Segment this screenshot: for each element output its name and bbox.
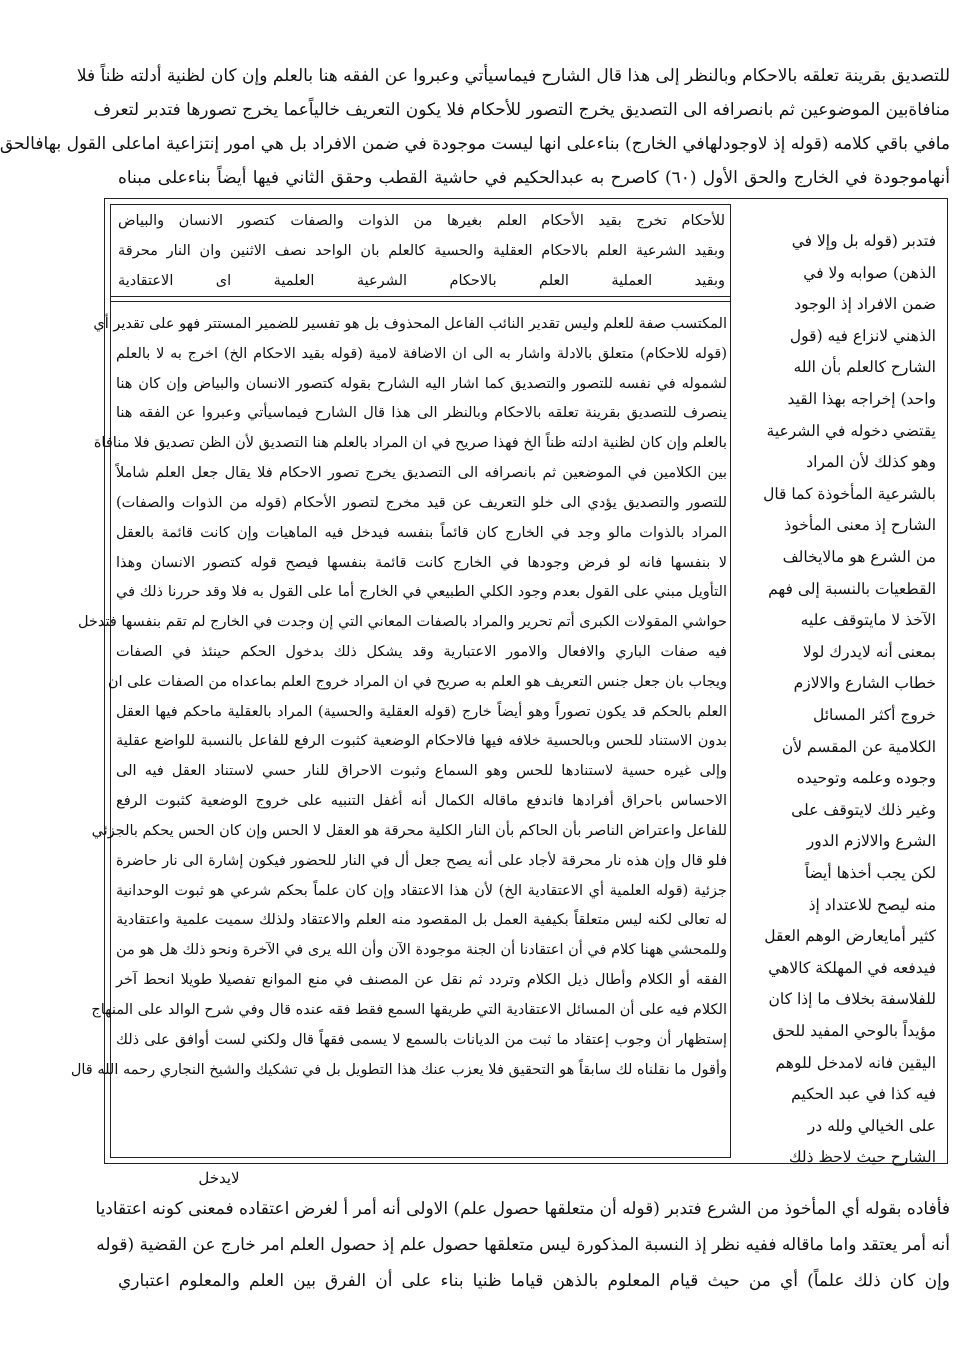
text-line: الشارح حيث لاحظ ذلك	[788, 1148, 936, 1167]
text-line: بين الكلامين في الموضعين ثم بانصرافه الى التصديق يخرج تصور الاحكام فلا يقال جعل العلم شاملاً	[116, 465, 727, 482]
text-line: الاحساس باحراق أفرادها فاندفع ماقاله الكمال أنه أغفل التنبيه على خروج الوضعية كثبوت الرفع	[116, 793, 727, 810]
text-line: بمعنى أنه لايدرك لولا	[802, 642, 936, 661]
text-line: لكن يجب أخذها أيضاً	[804, 864, 936, 882]
text-line: فتدبر (قوله بل وإلا في	[791, 232, 936, 250]
text-line: وبقيد العملية العلم بالاحكام الشرعية العلمية اى الاعتقادية	[118, 273, 725, 289]
text-line: العلم بالحكم قد يكون تصوراً وهو أيضاً خارج (قوله العقلية والحسية) المراد بالعقلية ماحكم فيها العقل	[116, 703, 727, 720]
text-line: ضمن الافراد إذ الوجود	[794, 295, 936, 314]
text-line: فيه كذا في عبد الحكيم	[791, 1085, 936, 1104]
text-line: كثير أمايعارض الوهم العقل	[764, 927, 936, 946]
text-line: الذهني لانزاع فيه (قول	[789, 326, 936, 345]
text-line: وبقيد الشرعية العلم بالاحكام العقلية والحسية كالعلم بان الواحد نصف الاثنين وان النار محرقة	[118, 243, 725, 259]
text-line: فأفاده بقوله أي المأخوذ من الشرع فتدبر (قوله أن متعلقها حصول علم) الاولى أنه أمر أ لغرض اعتقاده فمعنى كونه اعتقاديا	[95, 1199, 950, 1219]
text-line: جزئية (قوله العلمية أي الاعتقادية الخ) لأن هذا الاعتقاد وإن كان علماً بحكم شرعي هو ثبوت الوحدانية	[116, 882, 727, 899]
text-line: الكلام فيه على أن المسائل الاعتقادية التي طريقها السمع فقط فقه عنده قال وفي شرح الوالد على المنهاج	[91, 1001, 727, 1018]
text-line: وجوده وعلمه وتوحيده	[796, 769, 936, 788]
text-line: فيه صفات الباري والافعال والامور الاعتبارية وقد يشكل ذلك بدخول الحكم حينئذ في الصفات	[116, 644, 727, 661]
text-line: للفاعل واعتراض الناصر بأن الحاكم بأن النار الكلية محرقة هو العقل لا الحس وإن كان الحس يحكم بالجزئي	[91, 822, 727, 839]
text-line: المراد بالذوات مالو وجد في الخارج كان قائماً بنفسه فيدخل فيه الماهيات وإن كانت قائمة بالعقل	[116, 524, 727, 541]
text-line: له تعالى لكنه ليس متعلقاً بكيفية العمل بل المقصود منه العلم والاعتقاد ولذلك سميت علمية واعتقادية	[116, 912, 727, 929]
text-line: واحد) إخراجه بهذا القيد	[787, 390, 936, 408]
text-line: على الخيالي ولله در	[807, 1116, 936, 1135]
text-line: فلو قال وإن هذه نار محرقة لأجاد على أنه يصح جعل أل في النار للحضور فيكون إشارة الى نار حاضرة	[116, 852, 727, 869]
text-line: (قوله للاحكام) متعلق بالادلة واشار به الى ان الاضافة لامية (قوله بقيد الاحكام الخ) اخرج به لا بالعلم	[116, 345, 727, 362]
text-line: وإن كان ذلك علماً) أي من حيث قيام المعلوم بالذهن قياما ظنيا بناء على أن الفرق بين العلم والمعلوم اعتباري	[118, 1271, 950, 1291]
text-line: فيدفعه في المهلكة كالاهي	[768, 958, 936, 977]
text-line: منافاةبين الموضوعين ثم بانصرافه الى التصديق يخرج التصور للأحكام فلا يكون التعريف خالياًعما يخرج تصورها فتدبر لتعرف	[93, 100, 950, 120]
text-line: الشارح كالعلم بأن الله	[793, 358, 936, 377]
text-line: للتصديق بقرينة تعلقه بالاحكام وبالنظر إلى هذا قال الشارح فيماسيأتي وعبروا عن الفقه هنا بالعلم وإن كان لظنية أدلته ظناً فلا	[76, 66, 950, 86]
text-line: للفلاسفة بخلاف ما إذا كان	[768, 990, 936, 1009]
text-line: التأويل مبني على القول بعدم وجود الكلي الطبيعي في الخارج أما على القول به فلا وقد حررنا ذلك في	[116, 584, 727, 601]
text-line: مافي باقي كلامه (قوله إذ لاوجودلهافي الخارج) بناءعلى انها ليست موجودة في ضمن الافراد بل هي امور إنتزاعية اماعلى القول بهافالحق	[0, 134, 950, 154]
text-line: بالعلم وإن كان لظنية ادلته ظناً الخ فهذا صريح في ان المراد بالعلم هنا التصديق لأن الظن تصديق فلا منافاة	[93, 435, 727, 452]
text-line: خروج أكثر المسائل	[813, 706, 936, 724]
text-line: أنهاموجودة في الخارج والحق الأول (٦٠) كاصرح به عبدالحكيم في حاشية القطب وحقق الثاني فيها أيضاً بناءعلى مبناه	[118, 168, 950, 188]
text-line: ينصرف للتصديق بقرينة تعلقه بالاحكام وبالنظر الى هذا قال الشارح فيماسيأتي وعبروا عن الفقه هنا	[116, 405, 727, 422]
text-line: ويجاب بان جعل جنس التعريف هو العلم به صريح في ان المراد خروج العلم بماعداه من الصفات على ان	[107, 673, 727, 690]
text-line: منه ليصح للاعتداد إذ	[808, 895, 936, 914]
text-line: لشموله في نفسه للتصور والتصديق كما اشار اليه الشارح بقوله كتصور الانسان والبياض وإن كان هنا	[116, 375, 727, 392]
text-line: يقتضي دخوله في الشرعية	[766, 421, 936, 440]
inner-divider-lower	[110, 301, 731, 302]
text-line: الآخذ لا مايتوقف عليه	[800, 611, 936, 630]
text-line: الذهن) صوابه ولا في	[803, 263, 936, 282]
text-line: وللمحشي ههنا كلام في أن اعتقادنا أن الجنة موجودة الآن وأن الله يرى في الآخرة ونحو ذلك هل هو من	[116, 942, 727, 959]
text-line: مؤيداً بالوحي المفيد للحق	[772, 1022, 936, 1040]
inner-divider-upper	[110, 296, 731, 297]
text-line: القطعيات بالنسبة إلى فهم	[768, 579, 936, 598]
text-line: بالشرعية المأخوذة كما قال	[763, 484, 936, 503]
text-line: الفقه أو الكلام وأطال ذيل الكلام وتردد ثم نقل عن المصنف في منع الموانع تفصيلا طويلا انحط آخر	[116, 972, 727, 989]
text-line: وأقول ما نقلناه لك سابقاً هو التحقيق فلا يعزب عنك هذا التطويل بل في تشكيك والشيخ النجاري رحمه الله قال	[70, 1061, 727, 1078]
text-line: وغير ذلك لايتوقف على	[791, 800, 936, 819]
text-line: وإلى غيره حسية لاستنادها للحس وهو السماع وثبوت الاحراق للنار حسي لاستناد العقل فيه الى	[116, 763, 727, 780]
text-line: بدون الاستناد للحس وبالحسية خلافه فيها فالاحكام الوضعية كثبوت الرفع للفاعل بالنسبة للواضع عقلية	[116, 733, 727, 750]
text-line: حواشي المقولات الكبرى أتم تحرير والمراد بالصفات المعاني التي إن وجدت في الخارج لم تقم بنفسها فتدخل	[77, 614, 727, 631]
margin-note: لايدخل	[198, 1169, 240, 1187]
text-line: إستظهار أن وجوب إعتقاد ما ثبت من الديانات بالسمع لا يسمى فقهاً قال ولكني لست أوافق على ذلك	[116, 1031, 727, 1048]
text-line: الكلامية عن المقسم لأن	[781, 737, 936, 756]
text-line: أنه أمر يعتقد واما ماقاله ففيه نظر إذ النسبة المذكورة ليس متعلقها حصول علم إذ حصول العلم امر خارج عن القضية (قوله	[96, 1235, 950, 1255]
text-line: اليقين فانه لامدخل للوهم	[775, 1053, 936, 1072]
text-line: وهو كذلك لأن المراد	[806, 453, 936, 472]
text-line: للأحكام تخرج بقيد الأحكام العلم بغيرها من الذوات والصفات كتصور الانسان والبياض	[118, 213, 725, 229]
text-line: لا بنفسها فانه لو فرض وجودها في الخارج كانت قائمة بنفسها فيصح قوله كتصور الانسان وهذا	[116, 554, 727, 571]
text-line: من الشرع هو مالايخالف	[782, 548, 936, 566]
text-line: الشارح إذ معنى المأخوذ	[784, 516, 936, 535]
text-line: المكتسب صفة للعلم وليس تقدير النائب الفاعل المحذوف بل هو تفسير للضمير المستتر فهو على تقدير أي	[93, 316, 727, 332]
text-line: الشرع والالازم الدور	[806, 832, 936, 851]
text-line: خطاب الشارع والالازم	[793, 674, 936, 693]
text-line: للتصور والتصديق يؤدي الى خلو التعريف عن قيد مخرج لتصور الأحكام (قوله من الذوات والصفات)	[116, 494, 727, 511]
